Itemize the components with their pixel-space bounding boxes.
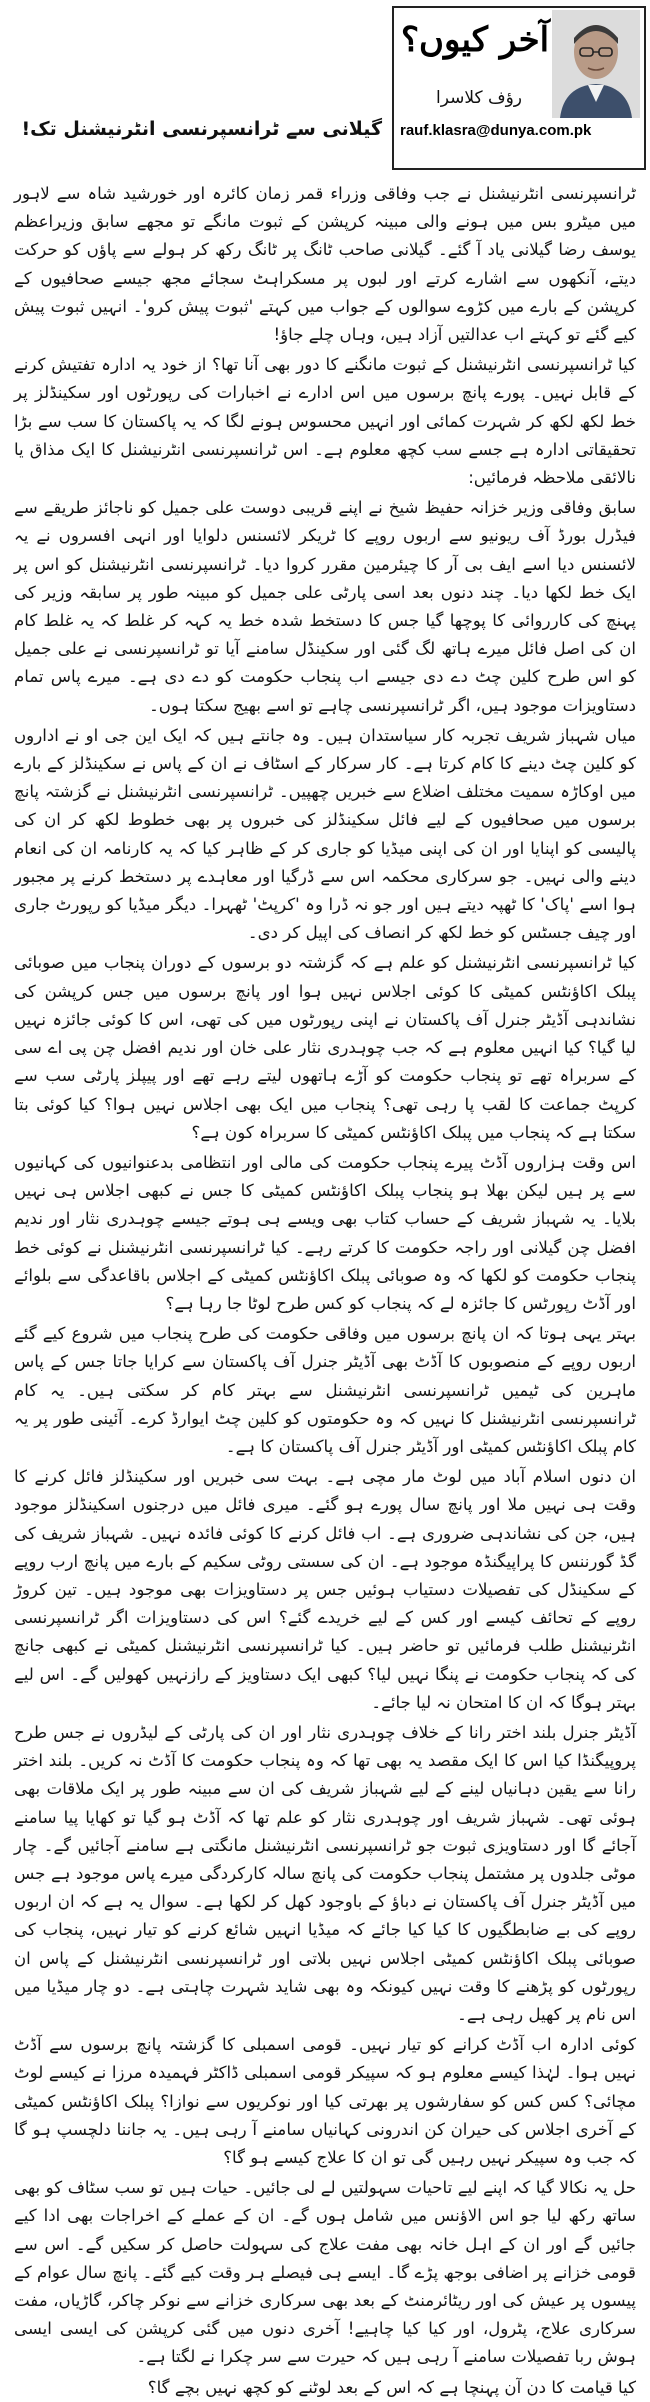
article-paragraph: کیا ٹرانسپرنسی انٹرنیشنل کے ثبوت مانگنے کا دور بھی آنا تھا؟ از خود یہ ادارہ تفتیش کرنے کے قابل نہیں۔ پورے پانچ برسوں میں اس ادارے نے اخبارات کی رپورٹوں اور سکینڈلز پر خط لکھ لکھ کر شہرت کمائی اور انہیں محسوس ہونے لگا کہ یہ پاکستان کا سب سے بڑا تحقیقاتی ادارہ ہے جسے سب کچھ معلوم ہے۔ اس ٹرانسپرنسی انٹرنیشنل کا ایک مذاق یا نالائقی ملاحظہ فرمائیں: <box>14 355 636 488</box>
author-name: رؤف کلاسرا <box>435 88 523 108</box>
article-paragraph: اس وقت ہزاروں آڈٹ پیرے پنجاب حکومت کی مالی اور انتظامی بدعنوانیوں کی کہانیوں سے پر ہیں لیکن بھلا ہو پنجاب پبلک اکاؤنٹس کمیٹی کا جس نے کبھی اجلاس ہی نہیں بلایا۔ یہ شہباز شریف کے حساب کتاب بھی ویسے ہی ہوتے جیسے چوہدری نثار اور ندیم افضل چن گیلانی اور راجہ حکومت کا کرتے رہے۔ کیا ٹرانسپرنسی انٹرنیشنل نے کوئی خط پنجاب حکومت کو لکھا کہ وہ صوبائی پبلک اکاؤنٹس کمیٹی کے اجلاس باقاعدگی سے بلوائے اور آڈٹ رپورٹس کا جائزہ لے کہ پنجاب کو کس طرح لوٹا جا رہا ہے؟ <box>14 1152 636 1313</box>
column-masthead <box>392 6 646 170</box>
article-paragraph: میاں شہباز شریف تجربہ کار سیاستدان ہیں۔ وہ جانتے ہیں کہ ایک این جی او نے اداروں کو کلین چٹ دینے کا کام کرتا ہے۔ کار سرکار کے اسٹاف نے ان کے پاس نے سکینڈلز کے بارے میں اوکاڑہ سمیت مختلف اضلاع سے خبریں چھپیں۔ ٹرانسپرنسی انٹرنیشنل نے گزشتہ پانچ برسوں میں صحافیوں کے لیے فائل سکینڈلز کی خبروں پر بھی خطوط لکھ کر ان کی پالیسی کو اپنایا اور ان کی اپنی میڈیا کو جاری کر کے ظاہر کیا کہ یہ کارنامہ ان کی انعام دینے والی نہیں۔ جو سرکاری محکمہ اس سے ڈرگیا اور معاہدے پر دستخط کرنے پر مجبور ہوا اسے 'پاک' کا ٹھپہ دیتے ہیں اور جو نہ ڈرا وہ 'کرپٹ' ٹھہرا۔ دیگر میڈیا کو رپورٹ جاری اور چیف جسٹس کو خط لکھ کر انصاف کی اپیل کر دی۔ <box>14 725 636 943</box>
article-paragraph: ان دنوں اسلام آباد میں لوٹ مار مچی ہے۔ بہت سی خبریں اور سکینڈلز فائل کرنے کا وقت ہی نہیں ملا اور پانچ سال پورے ہو گئے۔ میری فائل میں درجنوں اسکینڈلز موجود ہیں، جن کی نشاندہی ضروری ہے۔ اب فائل کرنے کا کوئی فائدہ نہیں۔ شہباز شریف کی گڈ گورننس کا پراپیگنڈہ موجود ہے۔ ان کی سستی روٹی سکیم کے بارے میں پانچ ارب روپے کے سکینڈل کی تفصیلات دستیاب ہوئیں جس پر دستاویزات بھی موجود ہیں۔ تین کروڑ روپے کے تحائف کیسے اور کس کے لیے خریدے گئے؟ اس کی دستاویزات اگر ٹرانسپرنسی انٹرنیشنل طلب فرمائیں تو حاضر ہیں۔ کیا ٹرانسپرنسی انٹرنیشنل کمیٹی نے کبھی جانچ کی کہ پنجاب حکومت نے پنگا نہیں لیا؟ کبھی ایک دستاویز کے رازنہیں کھولیں گے۔ اس لیے بہتر ہوگا کہ ان کا امتحان نہ لیا جائے۔ <box>14 1467 636 1712</box>
article-body <box>14 180 636 2397</box>
author-portrait-icon <box>552 10 640 118</box>
column-headline: گیلانی سے ٹرانسپرنسی انٹرنیشنل تک! <box>21 118 382 140</box>
article-paragraph: بہتر یہی ہوتا کہ ان پانچ برسوں میں وفاقی حکومت کی طرح پنجاب میں شروع کیے گئے اربوں روپے کے منصوبوں کا آڈٹ بھی آڈیٹر جنرل آف پاکستان سے کرایا جاتا جس کے پاس ماہرین کی ٹیمیں ٹرانسپرنسی انٹرنیشنل سے بہتر کام کر سکتی ہیں۔ یہ کام ٹرانسپرنسی انٹرنیشنل کا نہیں کہ وہ حکومتوں کو کلین چٹ ایوارڈ کرے۔ آئینی طور پر یہ کام پبلک اکاؤنٹس کمیٹی اور آڈیٹر جنرل آف پاکستان کا ہے۔ <box>14 1324 636 1456</box>
column-header <box>0 0 650 175</box>
article-closing-line: کیا قیامت کا دن آن پہنچا ہے کہ اس کے بعد لوٹنے کو کچھ نہیں بچے گا؟ <box>147 2377 636 2397</box>
article-paragraph: سابق وفاقی وزیر خزانہ حفیظ شیخ نے اپنے قریبی دوست علی جمیل کو ناجائز طریقے سے فیڈرل بورڈ آف ریونیو سے اربوں روپے کا ٹریکر لائسنس دلوایا اور انہی افسروں نے یہ لائسنس دیا اسے ایف بی آر کا چیئرمین مقرر کروا دیا۔ ٹرانسپرنسی انٹرنیشنل کو اس پر ایک خط لکھا دیا۔ چند دنوں بعد اسی پارٹی علی جمیل کو مبینہ طور پر سابقہ وزیر کی پہنچ کی کارروائی کا پوچھا گیا جس کا دستخط شدہ خط یہ کہہ کر غلط کہ یہ غلط کام ان کی اصل فائل میرے ہاتھ لگ گئی اور سکینڈل سامنے آیا تو ٹرانسپرنسی نے علی جمیل کو اس طرح کلین چٹ دے دی جیسے اب پنجاب حکومت کو دے دی ہے۔ میرے پاس تمام دستاویزات موجود ہیں، اگر ٹرانسپرنسی چاہے تو اسے بھیج سکتا ہوں۔ <box>14 498 636 715</box>
author-photo <box>552 10 640 118</box>
article-paragraph: حل یہ نکالا گیا کہ اپنے لیے تاحیات سہولتیں لے لی جائیں۔ حیات ہیں تو سب سٹاف کو بھی ساتھ رکھ لیا جو اس الاؤنس میں شامل ہوں گے۔ ان کے عملے کے اخراجات بھی ادا کیے جائیں گے اور ان کے اہل خانہ بھی مفت علاج کی سہولت حاصل کر سکیں گے۔ اس سے قومی خزانے پر اضافی بوجھ پڑے گا۔ ایسے ہی فیصلے ہر وقت کیے گئے۔ پانچ سال عوام کے پیسوں پر عیش کی اور ریٹائرمنٹ کے بعد بھی سرکاری خزانے سے نوکر چاکر، گاڑیاں، مفت سرکاری علاج، پٹرول، اور کیا کیا چاہیے! آخری دنوں میں گئی کرپشن کی ایسی ایسی ہوش ربا تفصیلات سامنے آ رہی ہیں کہ حیرت سے سر چکرا نے لگتا ہے۔ <box>14 2178 636 2367</box>
author-email: rauf.klasra@dunya.com.pk <box>400 122 592 139</box>
article-paragraph: کیا ٹرانسپرنسی انٹرنیشنل کو علم ہے کہ گزشتہ دو برسوں کے دوران پنجاب میں صوبائی پبلک اکاؤنٹس کمیٹی کا کوئی اجلاس نہیں ہوا اور پانچ برسوں میں جس کرپشن کی نشاندہی آڈیٹر جنرل آف پاکستان نے اپنی رپورٹوں میں کی تھی، اس کا کوئی جائزہ نہیں لیا گیا؟ کیا انہیں معلوم ہے کہ جب چوہدری نثار علی خان اور ندیم افضل چن پی اے سی کے سربراہ تھے تو پنجاب حکومت کو آڑے ہاتھوں لیتے رہے تھے اور پیپلز پارٹی سب سے کرپٹ جماعت کا لقب پا رہی تھی؟ پنجاب میں ایک بھی اجلاس نہیں ہوا؟ کیا کوئی بتا سکتا ہے کہ پنجاب میں پبلک اکاؤنٹس کمیٹی کا سربراہ کون ہے؟ <box>14 953 636 1142</box>
article-paragraph: ٹرانسپرنسی انٹرنیشنل نے جب وفاقی وزراء قمر زمان کائرہ اور خورشید شاہ سے لاہور میں میٹرو بس میں ہونے والی مبینہ کرپشن کے ثبوت مانگے تو مجھے سابق وزیراعظم یوسف رضا گیلانی یاد آ گئے۔ گیلانی صاحب ٹانگ پر ٹانگ رکھ کر ہولے سے پاؤں کو حرکت دیتے، آنکھوں سے اشارے کرتے اور لبوں پر مسکراہٹ سجائے مجھ جیسے صحافیوں کے کرپشن کے بارے میں کڑوے سوالوں کے جواب میں کہتے 'ثبوت پیش کرو'۔ انہیں ثبوت پیش کیے گئے تو کہتے اب عدالتیں آزاد ہیں، وہاں چلے جاؤ! <box>14 184 636 345</box>
article-paragraph: آڈیٹر جنرل بلند اختر رانا کے خلاف چوہدری نثار اور ان کی پارٹی کے لیڈروں نے جس طرح پروپیگنڈا کیا اس کا ایک مقصد یہ بھی تھا کہ وہ پنجاب حکومت کا آڈٹ نہ کریں۔ بلند اختر رانا سے یقین دہانیاں لینے کے لیے شہباز شریف کی ان سے مبینہ طور پر ایک ملاقات بھی ہوئی تھی۔ شہباز شریف اور چوہدری نثار کو علم تھا کہ آڈٹ ہو گیا تو کھایا پیا سامنے آجائے گا اور دستاویزی ثبوت جو ٹرانسپرنسی انٹرنیشنل مانگتی ہے سامنے آجائیں گے۔ چار موٹی جلدوں پر مشتمل پنجاب حکومت کی پانچ سالہ کارکردگی میرے پاس موجود ہے جس میں آڈیٹر جنرل آف پاکستان نے دباؤ کے باوجود کھل کر لکھا ہے۔ سوال یہ ہے کہ ان اربوں روپے کی بے ضابطگیوں کا کیا کیا جائے کہ میڈیا انہیں شائع کرنے کو تیار نہیں، پنجاب کی صوبائی پبلک اکاؤنٹس کمیٹی اجلاس نہیں بلاتی اور ٹرانسپرنسی انٹرنیشنل کے پاس ان رپورٹوں کو پڑھنے کا وقت نہیں کیونکہ وہ بھی شاید شہرت چاہتی ہے۔ دو چار میڈیا میں اس نام پر کھیل رہی ہے۔ <box>14 1722 636 2024</box>
column-brand-title: آخر کیوں؟ <box>400 20 550 60</box>
article-paragraph: کوئی ادارہ اب آڈٹ کرانے کو تیار نہیں۔ قومی اسمبلی کا گزشتہ پانچ برسوں سے آڈٹ نہیں ہوا۔ لہٰذا کیسے معلوم ہو کہ سپیکر قومی اسمبلی ڈاکٹر فہمیدہ مرزا نے کیسے لوٹ مچائی؟ کس کس کو سفارشوں پر بھرتی کیا اور نوکریوں سے نوازا؟ پبلک اکاؤنٹس کمیٹی کے آخری اجلاس کی حیران کن اندرونی کہانیاں سامنے آ رہی ہیں۔ یہ جاننا دلچسپ ہو گا کہ جب وہ سپیکر نہیں رہیں گی تو ان کا علاج کیسے ہو گا؟ <box>14 2035 636 2168</box>
